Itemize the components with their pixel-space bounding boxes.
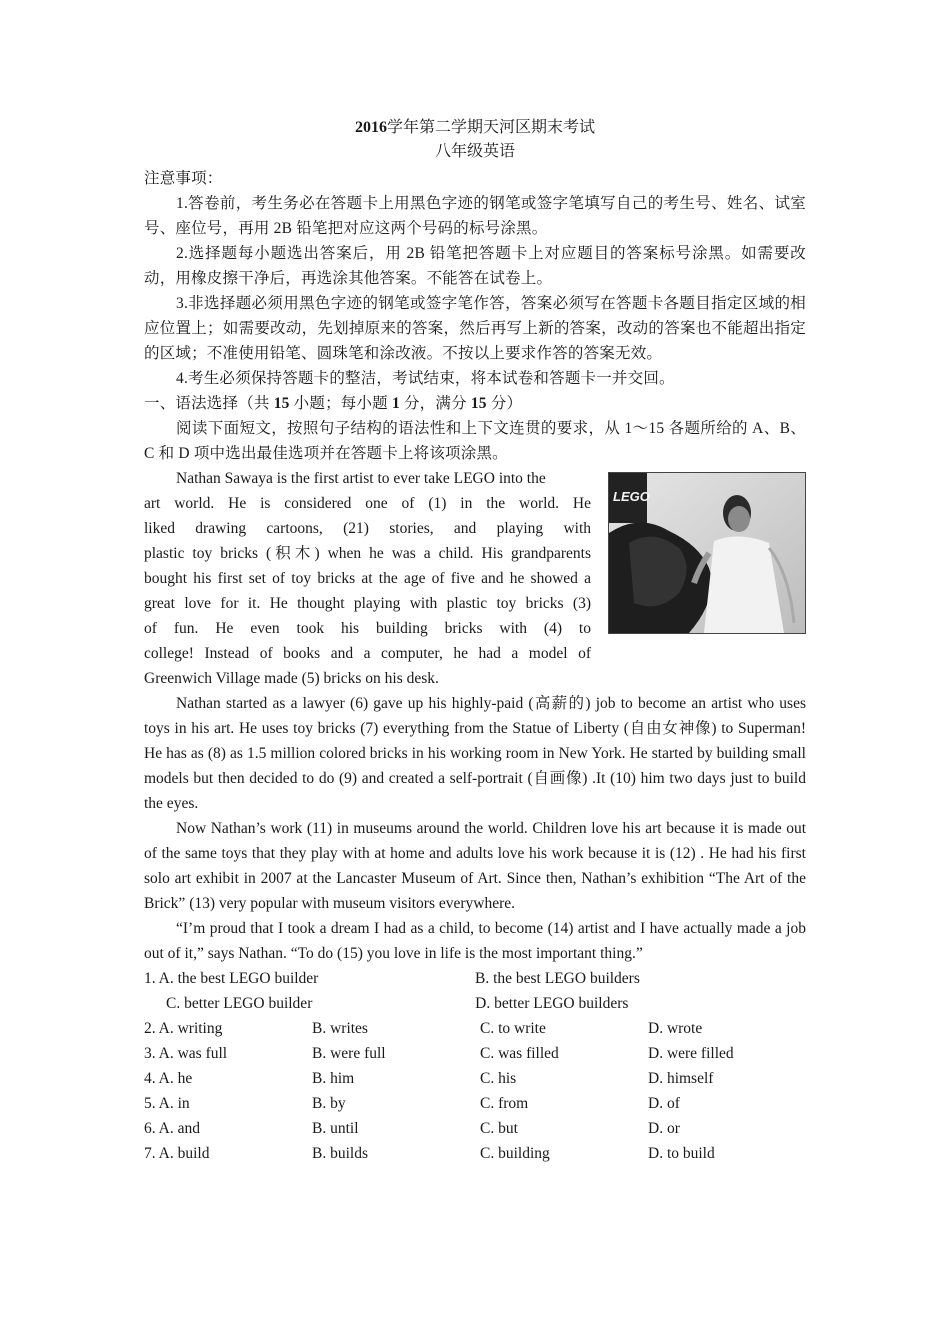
question-1-option-b[interactable]: B. the best LEGO builders: [475, 970, 640, 987]
question-6-option-b[interactable]: B. until: [312, 1120, 359, 1137]
exam-page: [144, 116, 806, 1166]
photo-logo-text: LEGO: [613, 489, 650, 504]
question-4-options: [144, 1066, 806, 1091]
passage-paragraph-4: “I’m proud that I took a dream I had as a child, to become (14) artist and I have actually made a job out of it,” says Nathan. “To do (15) you love in life is the most important thing.”: [144, 920, 806, 962]
question-2-options: [144, 1016, 806, 1041]
question-options: [144, 966, 806, 1166]
question-7-option-d[interactable]: D. to build: [648, 1145, 715, 1162]
question-3-option-b[interactable]: B. were full: [312, 1045, 386, 1062]
section-1-instruction: 阅读下面短文，按照句子结构的语法性和上下文连贯的要求，从 1～15 各题所给的 A、B、C 和 D 项中选出最佳选项并在答题卡上将该项涂黑。: [144, 420, 806, 462]
passage-line: great love for it. He thought playing with plastic toy bricks (3): [144, 595, 591, 612]
passage-line: Nathan Sawaya is the first artist to ever take LEGO into the: [176, 470, 546, 487]
question-1-option-d[interactable]: D. better LEGO builders: [475, 995, 629, 1012]
question-1-options-row-2: [144, 991, 806, 1016]
question-2-option-c[interactable]: C. to write: [480, 1020, 546, 1037]
question-5-options: [144, 1091, 806, 1116]
artist-photo: [608, 472, 806, 634]
passage-line: of fun. He even took his building bricks with (4) to: [144, 620, 591, 637]
question-3-option-d[interactable]: D. were filled: [648, 1045, 734, 1062]
question-2-option-d[interactable]: D. wrote: [648, 1020, 703, 1037]
question-5-option-a[interactable]: 5. A. in: [144, 1095, 190, 1112]
note-item-4: 4.考生必须保持答题卡的整洁，考试结束，将本试卷和答题卡一并交回。: [176, 370, 675, 387]
passage-paragraph-3: Now Nathan’s work (11) in museums around the world. Children love his art because it is made out of the same toys that they play with at home and adults love his work because it is (12) . He had his first solo art exhibit in 2007 at the Lancaster Museum of Art. Since then, Nathan’s exhibition “The Art of the Brick” (13) very popular with museum visitors everywhere.: [144, 820, 806, 912]
note-item-2: 2.选择题每小题选出答案后，用 2B 铅笔把答题卡上对应题目的答案标号涂黑。如需要改动，用橡皮擦干净后，再选涂其他答案。不能答在试卷上。: [144, 245, 806, 287]
exam-title: [144, 116, 806, 140]
exam-title-text: 学年第二学期天河区期末考试: [386, 119, 595, 136]
question-7-option-c[interactable]: C. building: [480, 1145, 550, 1162]
section-heading-total: 15: [470, 395, 487, 412]
question-7-option-b[interactable]: B. builds: [312, 1145, 368, 1162]
section-heading-points: 1: [391, 395, 400, 412]
question-1-options-row-1: [144, 966, 806, 991]
question-4-option-c[interactable]: C. his: [480, 1070, 517, 1087]
passage-line: college! Instead of books and a computer, he had a model of: [144, 645, 591, 662]
question-5-option-d[interactable]: D. of: [648, 1095, 680, 1112]
passage-line: Greenwich Village made (5) bricks on his desk.: [144, 670, 439, 687]
passage-line: bought his first set of toy bricks at the age of five and he showed a: [144, 570, 591, 587]
question-6-option-c[interactable]: C. but: [480, 1120, 518, 1137]
passage-line: art world. He is considered one of (1) in the world. He: [144, 495, 591, 512]
section-heading-part: 一、语法选择（共: [144, 395, 274, 412]
passage-paragraph-1: [144, 466, 591, 691]
passage-paragraph-2: Nathan started as a lawyer (6) gave up his highly-paid (高薪的) job to become an artist who uses toys in his art. He uses toy bricks (7) everything from the Statue of Liberty (自由女神像) to Superman! He has as (8) as 1.5 million colored bricks in his working room in New York. He started by building small models but then decided to do (9) and created a self-portrait (自画像) .It (10) him two days just to build the eyes.: [144, 695, 806, 812]
question-4-option-d[interactable]: D. himself: [648, 1070, 714, 1087]
exam-title-year: 2016: [354, 119, 387, 136]
question-7-options: [144, 1141, 806, 1166]
question-6-options: [144, 1116, 806, 1141]
question-2-option-b[interactable]: B. writes: [312, 1020, 368, 1037]
question-1-option-a[interactable]: 1. A. the best LEGO builder: [144, 970, 319, 987]
passage-paragraph-1-area: [144, 466, 806, 691]
passage-line: plastic toy bricks (积木) when he was a child. His grandparents: [144, 545, 591, 562]
question-3-option-a[interactable]: 3. A. was full: [144, 1045, 228, 1062]
question-1-option-c[interactable]: C. better LEGO builder: [166, 995, 313, 1012]
question-2-option-a[interactable]: 2. A. writing: [144, 1020, 223, 1037]
notes-heading: 注意事项：: [144, 170, 223, 187]
note-item-1: 1.答卷前，考生务必在答题卡上用黑色字迹的钢笔或签字笔填写自己的考生号、姓名、试室号、座位号，再用 2B 铅笔把对应这两个号码的标号涂黑。: [144, 195, 806, 237]
question-7-option-a[interactable]: 7. A. build: [144, 1145, 210, 1162]
question-3-options: [144, 1041, 806, 1066]
exam-subtitle: 八年级英语: [434, 143, 515, 160]
question-5-option-c[interactable]: C. from: [480, 1095, 529, 1112]
section-heading-count: 15: [273, 395, 290, 412]
question-6-option-d[interactable]: D. or: [648, 1120, 680, 1137]
passage-line: liked drawing cartoons, (21) stories, and playing with: [144, 520, 591, 537]
section-heading-part: 小题；每小题: [289, 395, 392, 412]
question-3-option-c[interactable]: C. was filled: [480, 1045, 559, 1062]
note-item-3: 3.非选择题必须用黑色字迹的钢笔或签字笔作答，答案必须写在答题卡各题目指定区域的相应位置上；如需要改动，先划掉原来的答案，然后再写上新的答案，改动的答案也不能超出指定的区域；不准使用铅笔、圆珠笔和涂改液。不按以上要求作答的答案无效。: [144, 295, 806, 362]
artist-photo-image: [609, 473, 805, 633]
section-1-heading: [144, 391, 806, 416]
question-4-option-a[interactable]: 4. A. he: [144, 1070, 193, 1087]
section-heading-part: 分，满分: [399, 395, 471, 412]
question-5-option-b[interactable]: B. by: [312, 1095, 346, 1112]
section-heading-part: 分）: [486, 395, 523, 412]
question-6-option-a[interactable]: 6. A. and: [144, 1120, 200, 1137]
question-4-option-b[interactable]: B. him: [312, 1070, 355, 1087]
